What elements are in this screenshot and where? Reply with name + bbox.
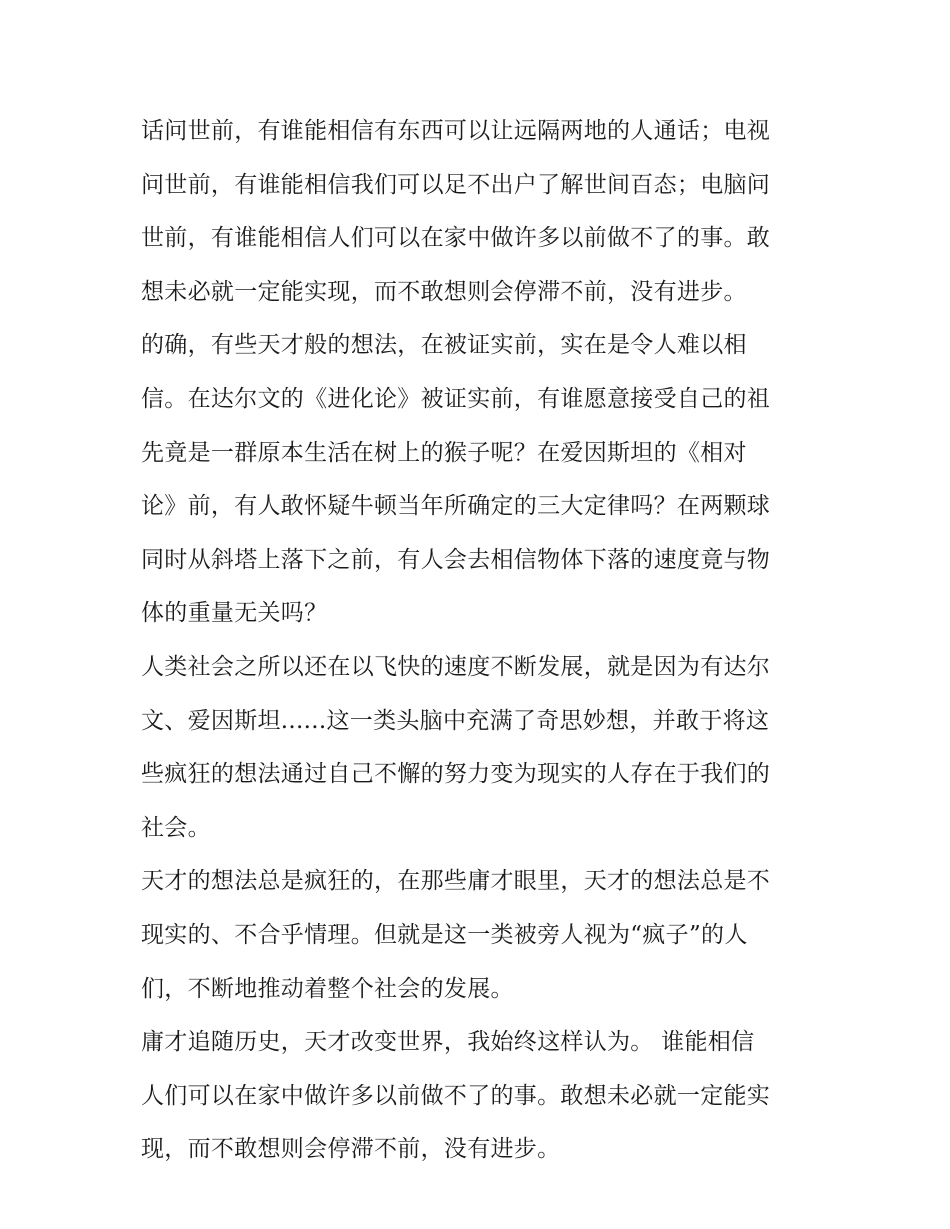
- text-line: 社会。: [141, 814, 211, 841]
- paragraph-3: [141, 641, 813, 855]
- text-line: 现实的、不合乎情理。但就是这一类被旁人视为“疯子”的人: [141, 921, 748, 948]
- text-line: 想未必就一定能实现，而不敢想则会停滞不前，没有进步。: [141, 278, 747, 305]
- text-line: 体的重量无关吗？: [141, 600, 328, 627]
- document-body: [141, 105, 813, 1177]
- text-line: 天才的想法总是疯狂的，在那些庸才眼里，天才的想法总是不: [141, 868, 771, 895]
- text-line: 先竟是一群原本生活在树上的猴子呢？在爱因斯坦的《相对: [141, 439, 747, 466]
- paragraph-1: [141, 105, 813, 319]
- text-line: 信。在达尔文的《进化论》被证实前，有谁愿意接受自己的祖: [141, 385, 771, 412]
- text-line: 庸才追随历史，天才改变世界，我始终这样认为。 谁能相信: [141, 1029, 755, 1056]
- paragraph-5: [141, 1016, 813, 1177]
- text-line: 世前，有谁能相信人们可以在家中做许多以前做不了的事。敢: [141, 225, 771, 252]
- text-line: 同时从斜塔上落下之前，有人会去相信物体下落的速度竟与物: [141, 546, 771, 573]
- text-line: 现，而不敢想则会停滞不前，没有进步。: [141, 1136, 561, 1163]
- paragraph-2: [141, 319, 813, 641]
- text-line: 论》前，有人敢怀疑牛顿当年所确定的三大定律吗？在两颗球: [141, 493, 771, 520]
- text-line: 话问世前，有谁能相信有东西可以让远隔两地的人通话；电视: [141, 118, 771, 144]
- text-line: 人类社会之所以还在以飞快的速度不断发展，就是因为有达尔: [141, 653, 771, 680]
- paragraph-4: [141, 855, 813, 1016]
- text-line: 们，不断地推动着整个社会的发展。: [141, 975, 514, 1002]
- text-line: 人们可以在家中做许多以前做不了的事。敢想未必就一定能实: [141, 1082, 771, 1109]
- text-line: 问世前，有谁能相信我们可以足不出户了解世间百态；电脑问: [141, 171, 771, 198]
- text-line: 些疯狂的想法通过自己不懈的努力变为现实的人存在于我们的: [141, 761, 771, 788]
- text-line: 的确，有些天才般的想法，在被证实前，实在是令人难以相: [141, 332, 747, 359]
- text-line: 文、爱因斯坦......这一类头脑中充满了奇思妙想，并敢于将这: [141, 707, 770, 734]
